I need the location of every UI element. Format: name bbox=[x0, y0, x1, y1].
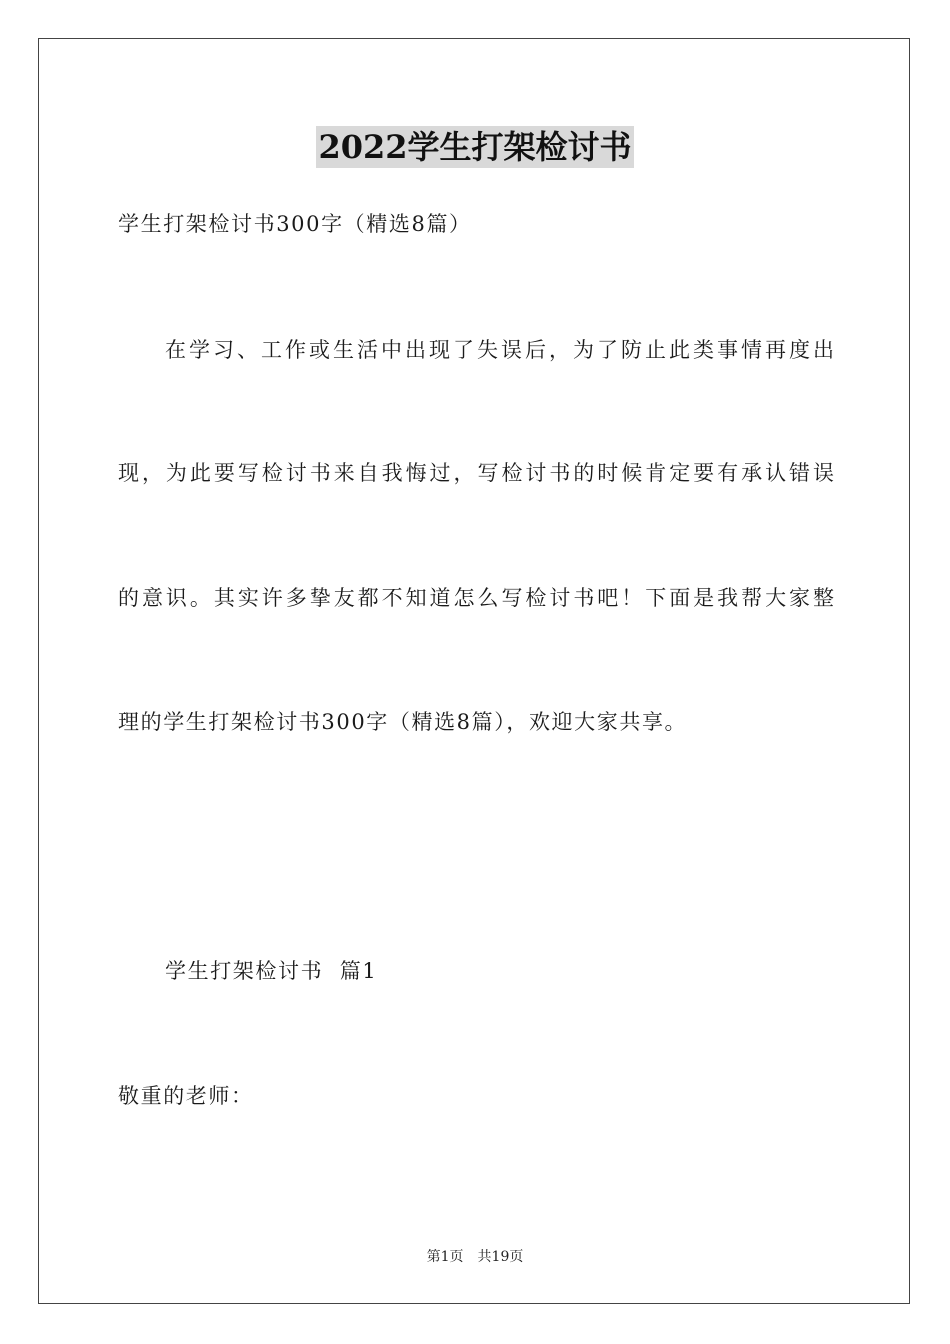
salutation: 敬重的老师： bbox=[118, 1084, 254, 1108]
title-container bbox=[0, 126, 950, 168]
page-total: 共19页 bbox=[477, 1249, 524, 1265]
document-subtitle: 学生打架检讨书300字（精选8篇） bbox=[118, 212, 472, 236]
page-footer bbox=[0, 1247, 950, 1267]
intro-paragraph-line-4: 理的学生打架检讨书300字（精选8篇），欢迎大家共享。 bbox=[118, 710, 688, 734]
intro-paragraph-line-1: 在学习、工作或生活中出现了失误后，为了防止此类事情再度出 bbox=[165, 338, 834, 362]
intro-paragraph-line-2: 现，为此要写检讨书来自我悔过，写检讨书的时候肯定要有承认错误 bbox=[118, 461, 834, 485]
document-title: 2022学生打架检讨书 bbox=[318, 128, 632, 166]
page-number: 第1页 bbox=[426, 1249, 464, 1265]
intro-paragraph-line-3: 的意识。其实许多挚友都不知道怎么写检讨书吧！下面是我帮大家整 bbox=[118, 586, 834, 610]
section-heading: 学生打架检讨书 篇1 bbox=[165, 959, 378, 983]
